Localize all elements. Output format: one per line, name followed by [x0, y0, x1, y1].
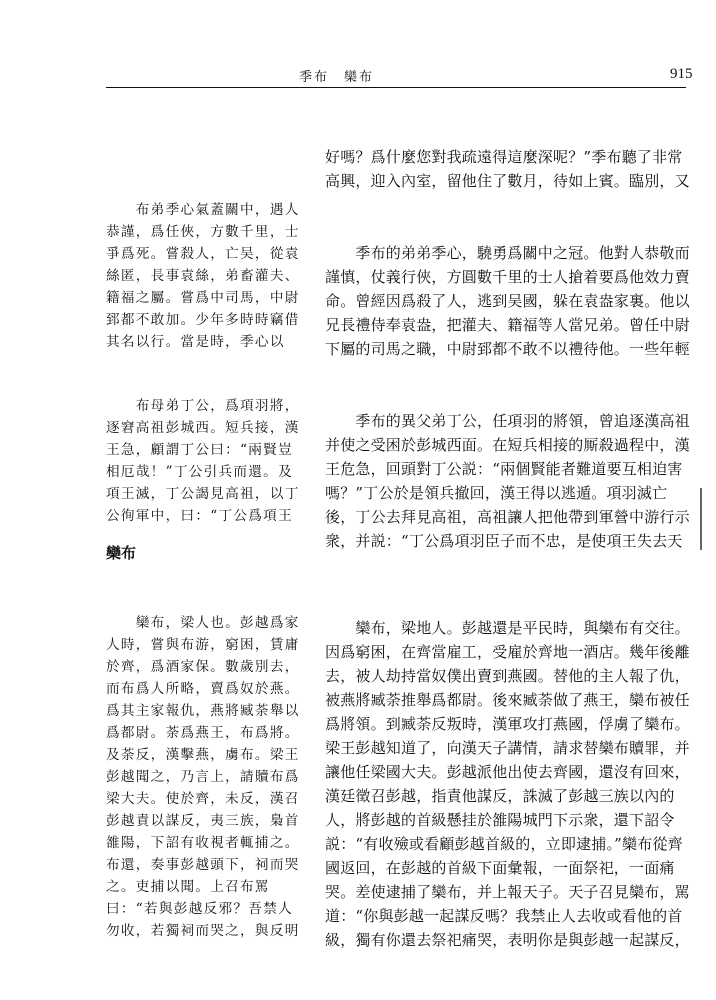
page-number: 915: [670, 66, 693, 82]
right-paragraph-3: [325, 361, 690, 553]
right-paragraph-2: [325, 193, 690, 361]
header-rule: [106, 87, 686, 88]
scan-mark: [700, 488, 702, 550]
section-title: 欒布: [106, 544, 137, 562]
left-paragraph-text: 布弟季心氣蓋關中，遇人恭謹，爲任俠，方數千里，士爭爲死。嘗殺人，亡吴，從袁絲匿，長事袁絲，弟畜灌夫、籍福之屬。嘗爲中司馬，中尉郅都不敢加。少年多時時竊借其名以行。當是時，季心以: [106, 202, 300, 350]
left-paragraph-3: [106, 351, 304, 527]
left-paragraph-4: [106, 568, 304, 942]
header-title: 季布 欒布: [299, 70, 375, 85]
right-paragraph-4: [325, 568, 690, 952]
left-paragraph-2: [106, 155, 304, 353]
left-paragraph-text: 欒布，梁人也。彭越爲家人時，嘗與布游，窮困，賃庸於齊，爲酒家保。數歲別去，而布爲人所略，賣爲奴於燕。爲其主家報仇，燕將臧荼舉以爲都尉。荼爲燕王，布爲將。及荼反，漢擊燕，虜布。梁王彭越聞之，乃言上，請贖布爲梁大夫。使於齊，未反，漢召彭越責以謀反，夷三族，梟首雒陽，下詔有收視者輒捕之。布還，奏事彭越頭下，祠而哭之。吏捕以聞。上召布罵曰：“若與彭越反邪？吾禁人勿收，若獨祠而哭之，與反明: [106, 615, 300, 939]
right-paragraph-1: [325, 97, 690, 193]
right-paragraph-text: 季布的異父弟丁公，任項羽的將領，曾追逐漢高祖并使之受困於彭城西面。在短兵相接的厮殺過程中，漢王危急，回頭對丁公説：“兩個賢能者難道要互相迫害嗎？”丁公於是領兵撤回，漢王得以逃遁。項羽滅亡後，丁公去拜見高祖，高祖讓人把他帶到軍營中游行示衆，并説：“丁公爲項羽臣子而不忠，是使項王失去天: [325, 412, 690, 550]
right-paragraph-text: 欒布，梁地人。彭越還是平民時，與欒布有交往。因爲窮困，在齊當雇工，受雇於齊地一酒店。幾年後離去，被人劫持當奴僕出賣到燕國。替他的主人報了仇，被燕將臧荼推舉爲都尉。後來臧荼做了燕王，欒布被任爲將領。到臧荼反叛時，漢軍攻打燕國，俘虜了欒布。梁王彭越知道了，向漢天子講情，請求替欒布贖罪，并讓他任梁國大夫。彭越派他出使去齊國，還沒有回來，漢廷徵召彭越，指責他謀反，誅滅了彭越三族以內的人，將彭越的首級懸挂於雒陽城門下示衆，還下詔令説：“有收殮或看顧彭越首級的，立即逮捕。”欒布從齊國返回，在彭越的首級下面彙報，一面祭祀，一面痛哭。差使逮捕了欒布，并上報天子。天子召見欒布，駡道：“你與彭越一起謀反嗎？我禁止人去收或看他的首級，獨有你還去祭祀痛哭，表明你是與彭越一起謀反，: [325, 619, 690, 949]
left-paragraph-text: 布母弟丁公，爲項羽將，逐窘高祖彭城西。短兵接，漢王急，顧謂丁公曰：“兩賢豈相厄哉！”丁公引兵而還。及項王滅，丁公謁見高祖，以丁公徇軍中，曰：“丁公爲項王: [106, 398, 300, 524]
right-paragraph-text: 好嗎？爲什麼您對我疏遠得這麼深呢？”季布聽了非常高興，迎入內室，留他住了數月，待如上賓。臨別，又: [325, 148, 690, 190]
right-paragraph-text: 季布的弟弟季心，驍勇爲關中之冠。他對人恭敬而謹慎，仗義行俠，方圓數千里的士人搶着要爲他效力賣命。曾經因爲殺了人，逃到吴國，躲在袁盎家裏。他以兄長禮侍奉袁盎，把灌夫、籍福等人當兄弟。曾任中尉下屬的司馬之職，中尉郅都不敢不以禮待他。一些年輕: [325, 244, 690, 358]
left-paragraph-1: [106, 97, 304, 121]
